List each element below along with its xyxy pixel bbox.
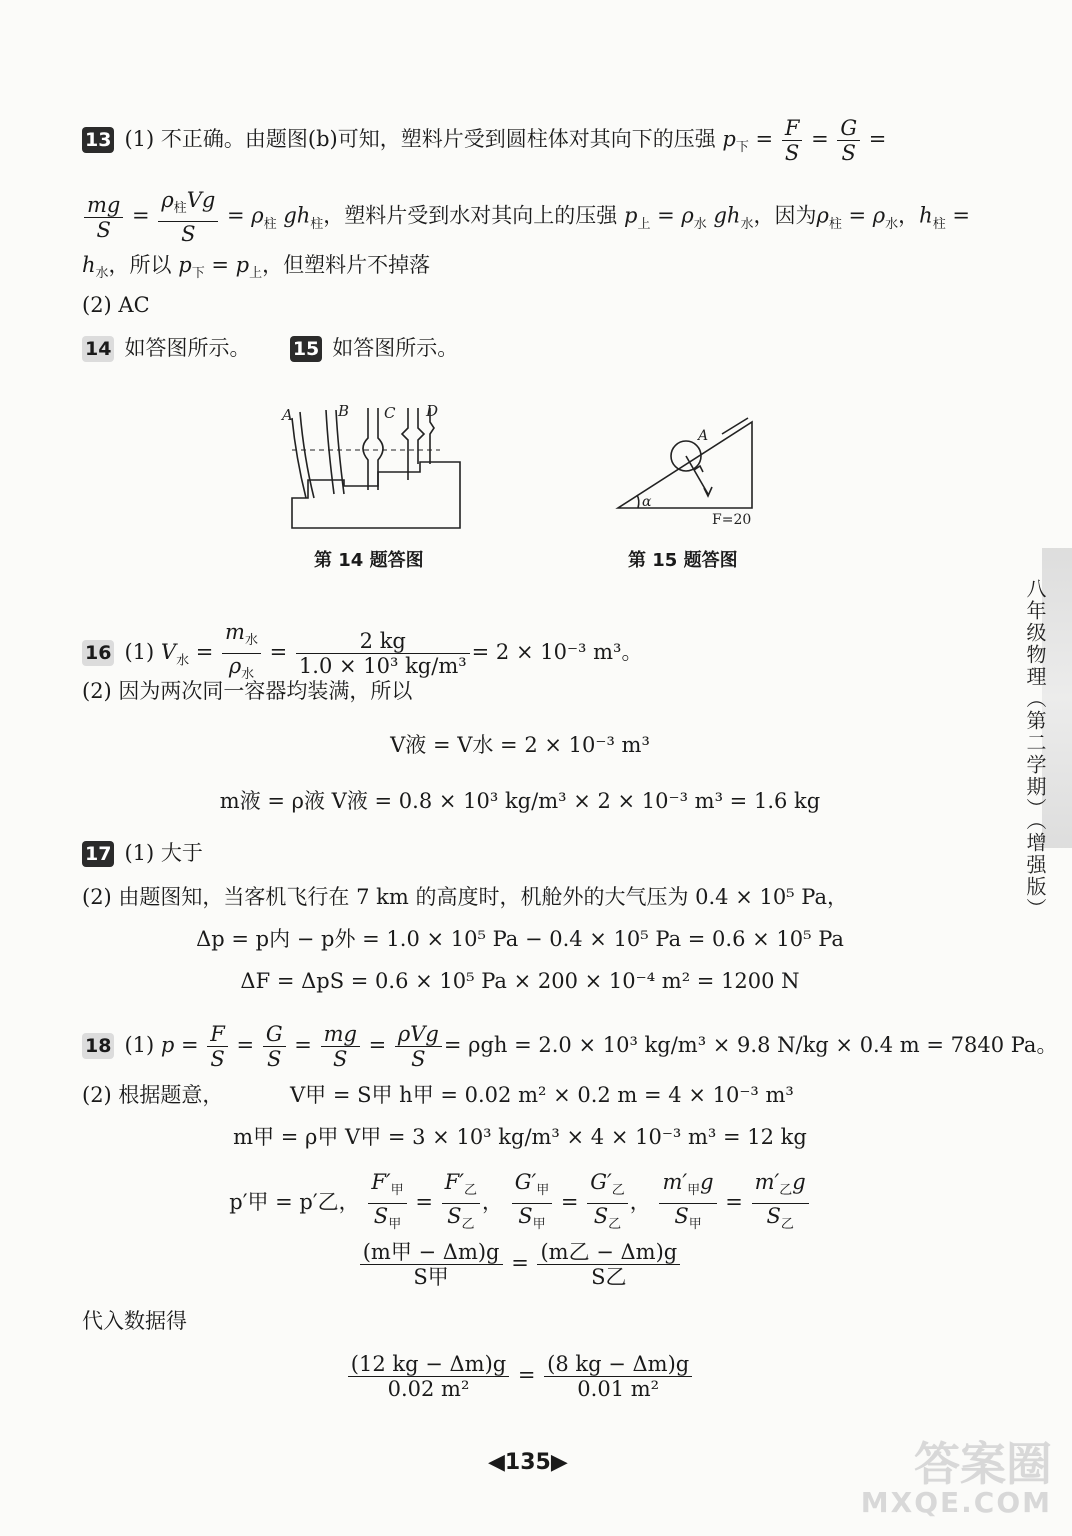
q18-line1: 18 (1) p = $\frac{F}{S}$ = $\frac{G}{S}$ = $\frac{mg}{S}$ = $\frac{\text{ρVg}}{S}$ = ρgh = 2.0 × 10³ kg/m³ × 9.8 N/kg × 0.4 m = 7840 Pa。 <box>82 1022 1057 1071</box>
q13-line2: $\frac{mg}{S}$ = $\frac{\rho_柱Vg}{S}$ = $\rho_柱$ $gh_柱$，塑料片受到水对其向上的压强 $p_上 = \rho_水$ $gh_水$，因为$\rho_柱 = \rho_水$，$h_柱$ = <box>82 188 970 246</box>
fig14-label-d: D <box>426 402 439 420</box>
q17-line1: 17 (1) 大于 <box>82 838 203 868</box>
q16-eq2: m液 = ρ液 V液 = 0.8 × 10³ kg/m³ × 2 × 10⁻³ m³ = 1.6 kg <box>219 789 821 813</box>
q15-number: 15 <box>290 336 322 362</box>
fig15-label-f: F=20 <box>712 512 752 528</box>
figure-14 <box>270 398 470 534</box>
page-number: ◀135▶ <box>488 1450 568 1475</box>
q14-number: 14 <box>82 336 114 362</box>
fig14-label-c: C <box>384 404 396 422</box>
q16-eq1: V液 = V水 = 2 × 10⁻³ m³ <box>390 733 650 757</box>
q16-line1: 16 (1) $V_水$ = $\frac{m_水}{\rho_水}$ = $\frac{2 kg}{\text{1.0 × 10³ kg/m³}}$ = 2 × 10⁻³ m³。 <box>82 620 642 687</box>
side-book-label: 八年级物理（第二学期）（增强版） <box>1023 578 1047 920</box>
figure-15 <box>610 408 770 532</box>
q14-15-line: 14 如答图所示。 15 如答图所示。 <box>82 333 458 363</box>
q18-eq4: $\frac{\text{(m甲 − Δm)g}}{\text{S甲}}$ = $\frac{\text{(m乙 − Δm)g}}{\text{S乙}}$ <box>100 1240 940 1289</box>
q17-number: 17 <box>82 841 114 867</box>
q18-eq5: $\frac{(12 kg - \Delta m)g}{\text{0.02 m²}}$ = $\frac{(8 kg - \Delta m)g}{\text{0.01 m²}}$ <box>100 1352 940 1401</box>
q16-number: 16 <box>82 640 114 666</box>
q16-part2: (2) 因为两次同一容器均装满，所以 <box>82 679 413 703</box>
q17-part2: (2) 由题图知，当客机飞行在 7 km 的高度时，机舱外的大气压为 0.4 × 10⁵ Pa， <box>82 885 848 909</box>
fig15-caption: 第 15 题答图 <box>628 550 738 571</box>
q17-eq1: Δp = p内 − p外 = 1.0 × 10⁵ Pa − 0.4 × 10⁵ Pa = 0.6 × 10⁵ Pa <box>196 927 844 951</box>
q13-line1: 13 (1) 不正确。由题图(b)可知，塑料片受到圆柱体对其向下的压强 $p_下$ = $\frac{F}{S}$ = $\frac{G}{S}$ = <box>82 116 886 165</box>
fig15-label-a: A <box>698 428 709 444</box>
fig14-caption: 第 14 题答图 <box>314 550 424 571</box>
q18-part2-label: (2) 根据题意， <box>82 1083 224 1107</box>
fig14-label-b: B <box>338 402 350 420</box>
q18-eq2: m甲 = ρ甲 V甲 = 3 × 10³ kg/m³ × 4 × 10⁻³ m³ = 12 kg <box>233 1125 807 1149</box>
fig15-label-alpha: α <box>642 494 652 510</box>
fig14-label-a: A <box>282 406 293 424</box>
q18-eq1: V甲 = S甲 h甲 = 0.02 m² × 0.2 m = 4 × 10⁻³ m³ <box>290 1083 794 1107</box>
watermark: 答案圈 MXQE.COM <box>860 1437 1052 1519</box>
q18-eq3: p′甲 = p′乙， $\frac{F'_甲}{S_甲}$ = $\frac{F'_乙}{S_乙}$ ， $\frac{G'_甲}{S_甲}$ = $\frac{G'_乙}{S_乙}$ ， $\frac{m'_甲g}{S_甲}$ = $\frac{m'_乙g}{S_乙}$ <box>100 1170 940 1237</box>
q18-number: 18 <box>82 1033 114 1059</box>
q13-line3: $h_水$，所以 $p_下 = p_上$，但塑料片不掉落 <box>82 253 431 282</box>
q13-part2: (2) AC <box>82 293 150 317</box>
q13-number: 13 <box>82 127 114 153</box>
q17-eq2: ΔF = ΔpS = 0.6 × 10⁵ Pa × 200 × 10⁻⁴ m² = 1200 N <box>240 969 800 993</box>
q18-substitute-label: 代入数据得 <box>82 1309 187 1333</box>
